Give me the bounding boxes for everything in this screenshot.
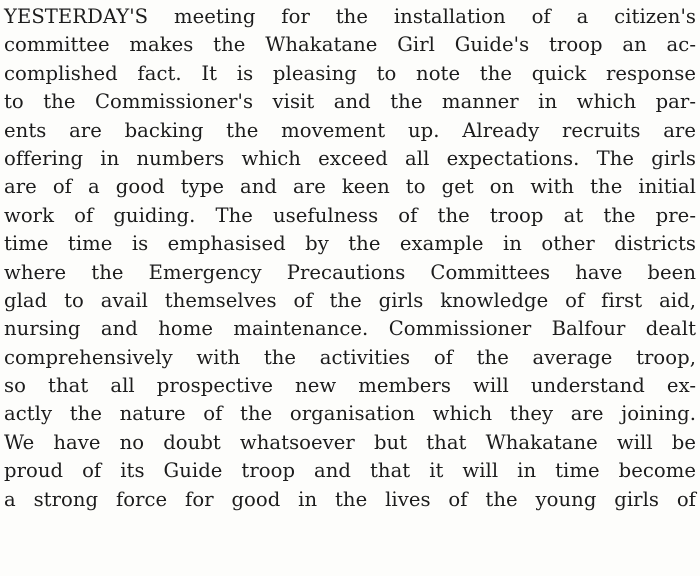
article-line-5: ents are backing the movement up. Already recruits are xyxy=(4,118,696,142)
article-line-3: complished fact. It is pleasing to note the quick response xyxy=(4,61,696,85)
article-line-1: YESTERDAY'S meeting for the installation of a citizen's xyxy=(4,5,696,28)
article-line-10: where the Emergency Precautions Committees have been xyxy=(4,260,696,284)
article-line-12: nursing and home maintenance. Commissioner Balfour dealt xyxy=(4,317,696,341)
article-line-4: to the Commissioner's visit and the manner in which par- xyxy=(4,90,696,114)
article-line-6: offering in numbers which exceed all expectations. The girls xyxy=(4,146,696,170)
article-line-9: time time is emphasised by the example in other districts xyxy=(4,232,696,256)
article-line-2: committee makes the Whakatane Girl Guide's troop an ac- xyxy=(4,33,696,57)
article-line-16: We have no doubt whatsoever but that Whakatane will be xyxy=(4,430,696,454)
article-line-14: so that all prospective new members will understand ex- xyxy=(4,374,696,398)
article-line-15: actly the nature of the organisation which they are joining. xyxy=(4,402,696,426)
article-line-7: are of a good type and are keen to get on with the initial xyxy=(4,175,696,199)
article-line-17: proud of its Guide troop and that it will in time become xyxy=(4,459,696,483)
article-body xyxy=(4,0,696,514)
article-line-18: a strong force for good in the lives of the young girls of xyxy=(4,487,696,511)
article-line-11: glad to avail themselves of the girls knowledge of first aid, xyxy=(4,288,696,312)
article-line-13: comprehensively with the activities of the average troop, xyxy=(4,345,696,369)
article-line-8: work of guiding. The usefulness of the troop at the pre- xyxy=(4,203,696,227)
